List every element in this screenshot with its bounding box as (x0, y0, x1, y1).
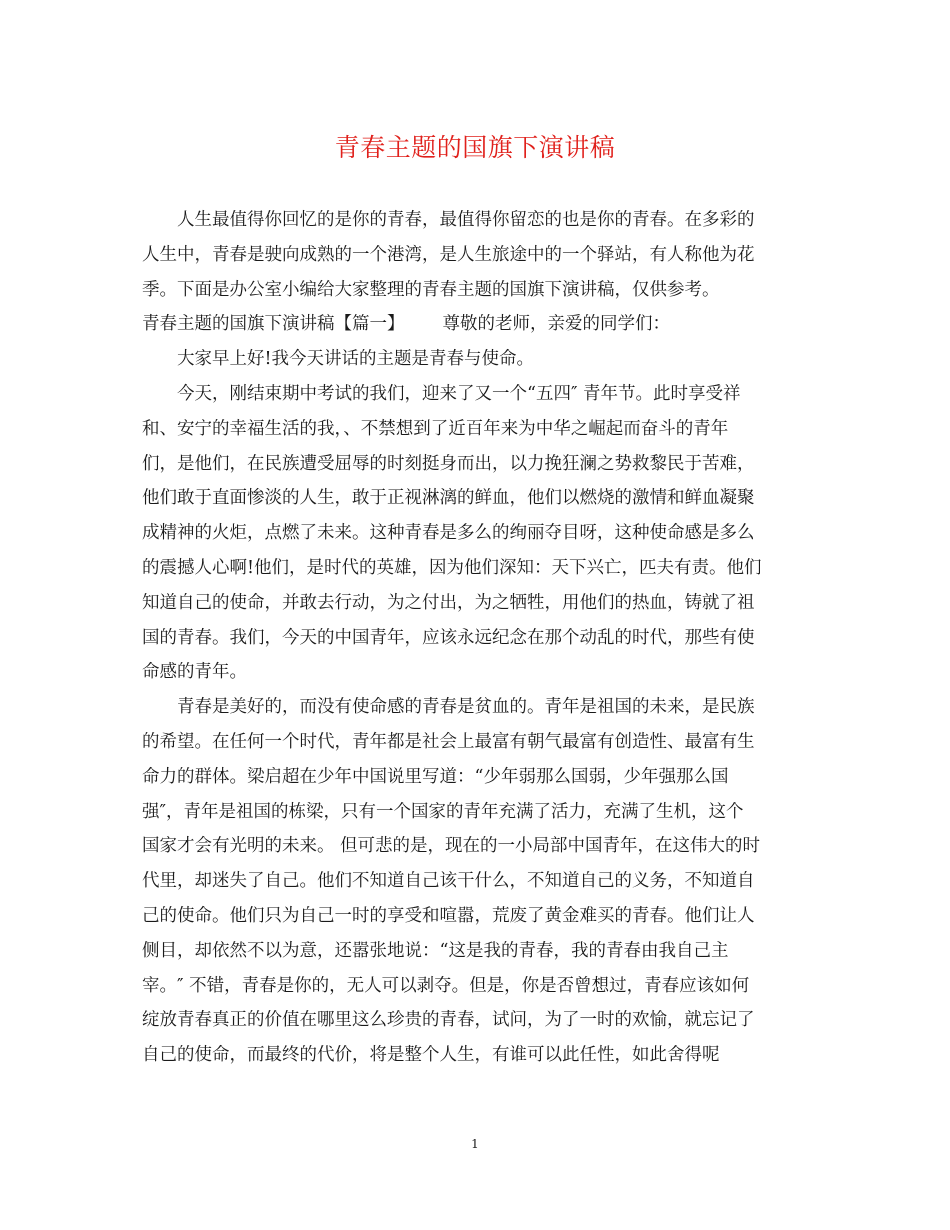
text-line: 强″，青年是祖国的栋梁，只有一个国家的青年充满了活力，充满了生机，这个 (142, 801, 744, 822)
text-line: 代里，却迷失了自己。他们不知道自己该干什么，不知道自己的义务，不知道自 (142, 871, 755, 892)
text-line: 成精神的火炬，点燃了未来。这种青春是多么的绚丽夺目呀，这种使命感是多么 (142, 523, 755, 544)
text-line: 命感的青年。 (142, 662, 247, 683)
text-line: 们，是他们，在民族遭受屈辱的时刻挺身而出，以力挽狂澜之势救黎民于苦难， (142, 453, 755, 474)
text-line: 己的使命。他们只为自己一时的享受和喧嚣，荒废了黄金难买的青春。他们让人 (142, 905, 755, 926)
text-line: 青春是美好的，而没有使命感的青春是贫血的。青年是祖国的未来，是民族 (177, 697, 755, 718)
text-line: 他们敢于直面惨淡的人生，敢于正视淋漓的鲜血，他们以燃烧的激情和鲜血凝聚 (142, 488, 755, 509)
section-heading: 青春主题的国旗下演讲稿【篇一】 (142, 314, 405, 335)
page-number: 1 (471, 1137, 479, 1151)
document-title: 青春主题的国旗下演讲稿 (334, 133, 616, 162)
text-line: 季。下面是办公室小编给大家整理的青春主题的国旗下演讲稿，仅供参考。 (142, 279, 720, 300)
salutation: 尊敬的老师，亲爱的同学们： (442, 314, 670, 335)
text-line: 侧目，却依然不以为意，还嚣张地说：“这是我的青春，我的青春由我自己主 (142, 940, 729, 961)
text-line: 大家早上好!我今天讲话的主题是青春与使命。 (177, 349, 535, 370)
text-line: 的希望。在任何一个时代，青年都是社会上最富有朝气最富有创造性、最富有生 (142, 731, 755, 752)
text-line: 知道自己的使命，并敢去行动，为之付出，为之牺牲，用他们的热血，铸就了祖 (142, 592, 755, 613)
text-line: 今天，刚结束期中考试的我们，迎来了又一个“五四″ 青年节。此时享受祥 (177, 383, 741, 404)
text-line: 自己的使命，而最终的代价，将是整个人生，有谁可以此任性，如此舍得呢 (142, 1045, 720, 1066)
text-line: 命力的群体。梁启超在少年中国说里写道：“少年弱那么国弱，少年强那么国 (142, 766, 729, 787)
text-line: 人生中，青春是驶向成熟的一个港湾，是人生旅途中的一个驿站，有人称他为花 (142, 244, 755, 265)
text-line: 人生最值得你回忆的是你的青春，最值得你留恋的也是你的青春。在多彩的 (177, 210, 755, 230)
section-heading-line (142, 307, 812, 342)
text-line: 宰。″ 不错，青春是你的，无人可以剥夺。但是，你是否曾想过，青春应该如何 (142, 975, 750, 996)
text-line: 国家才会有光明的未来。 但可悲的是，现在的一小局部中国青年，在这伟大的时 (142, 836, 761, 857)
text-line: 的震撼人心啊!他们，是时代的英雄，因为他们深知：天下兴亡，匹夫有责。他们 (142, 557, 762, 578)
text-line: 国的青春。我们，今天的中国青年，应该永远纪念在那个动乱的时代，那些有使 (142, 627, 755, 648)
text-line: 和、安宁的幸福生活的我，、不禁想到了近百年来为中华之崛起而奋斗的青年 (142, 418, 729, 439)
document-body (142, 203, 812, 1073)
text-line: 绽放青春真正的价值在哪里这么珍贵的青春，试问，为了一时的欢愉，就忘记了 (142, 1010, 755, 1031)
